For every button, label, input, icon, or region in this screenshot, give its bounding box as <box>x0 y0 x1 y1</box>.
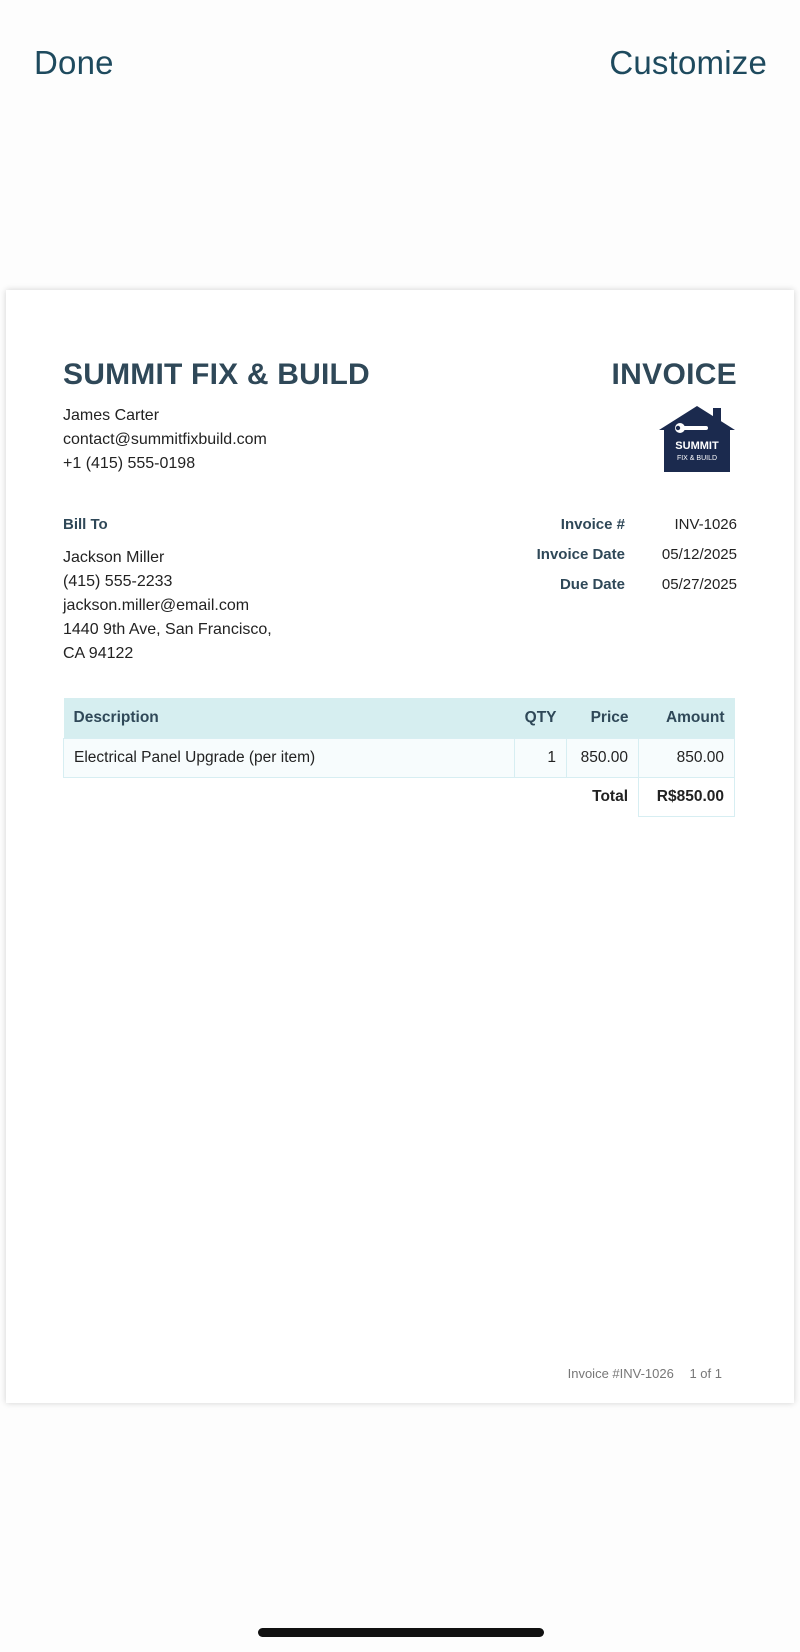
total-amount: R$850.00 <box>639 778 735 817</box>
client-name: Jackson Miller <box>63 549 165 566</box>
seller-info <box>63 404 267 476</box>
meta-label: Due Date <box>559 576 625 593</box>
meta-value: INV-1026 <box>674 516 737 533</box>
cell-qty: 1 <box>515 739 567 778</box>
cell-amount: 850.00 <box>639 739 735 778</box>
meta-label: Invoice # <box>560 516 625 533</box>
client-address-line2: CA 94122 <box>63 645 134 662</box>
meta-row-invoice-number <box>485 516 737 546</box>
page-footer <box>568 1366 722 1381</box>
bill-to-label: Bill To <box>63 516 108 533</box>
col-header-description: Description <box>64 698 515 739</box>
meta-value: 05/27/2025 <box>661 576 737 593</box>
home-indicator[interactable] <box>258 1628 544 1637</box>
cell-price: 850.00 <box>567 739 639 778</box>
total-spacer <box>64 778 515 817</box>
footer-page-count: 1 of 1 <box>689 1366 722 1381</box>
footer-invoice-ref: Invoice #INV-1026 <box>567 1366 674 1381</box>
cell-description: Electrical Panel Upgrade (per item) <box>64 739 515 778</box>
meta-value: 05/12/2025 <box>661 546 737 563</box>
meta-row-due-date <box>485 576 737 606</box>
seller-email: contact@summitfixbuild.com <box>63 431 267 448</box>
logo-text-line2: FIX & BUILD <box>676 455 718 462</box>
col-header-qty: QTY <box>515 698 567 739</box>
logo-text-line1: SUMMIT <box>675 440 719 452</box>
seller-phone: +1 (415) 555-0198 <box>63 455 196 472</box>
meta-label: Invoice Date <box>536 546 625 563</box>
done-button[interactable]: Done <box>34 44 114 81</box>
table-row <box>64 739 735 778</box>
client-address-line1: 1440 9th Ave, San Francisco, <box>63 621 272 638</box>
client-phone: (415) 555-2233 <box>63 573 173 590</box>
company-logo <box>657 404 737 474</box>
col-header-price: Price <box>567 698 639 739</box>
customize-button[interactable]: Customize <box>609 44 767 81</box>
col-header-amount: Amount <box>639 698 735 739</box>
invoice-title: INVOICE <box>611 358 737 391</box>
invoice-meta <box>485 516 737 606</box>
line-items-table <box>63 698 735 817</box>
total-label: Total <box>515 778 639 817</box>
company-name: SUMMIT FIX & BUILD <box>63 358 370 391</box>
client-info <box>63 546 272 666</box>
seller-name: James Carter <box>63 407 160 424</box>
meta-row-invoice-date <box>485 546 737 576</box>
invoice-preview-page <box>6 290 794 1403</box>
client-email: jackson.miller@email.com <box>63 597 250 614</box>
total-row <box>64 778 735 817</box>
table-header-row <box>64 698 735 739</box>
